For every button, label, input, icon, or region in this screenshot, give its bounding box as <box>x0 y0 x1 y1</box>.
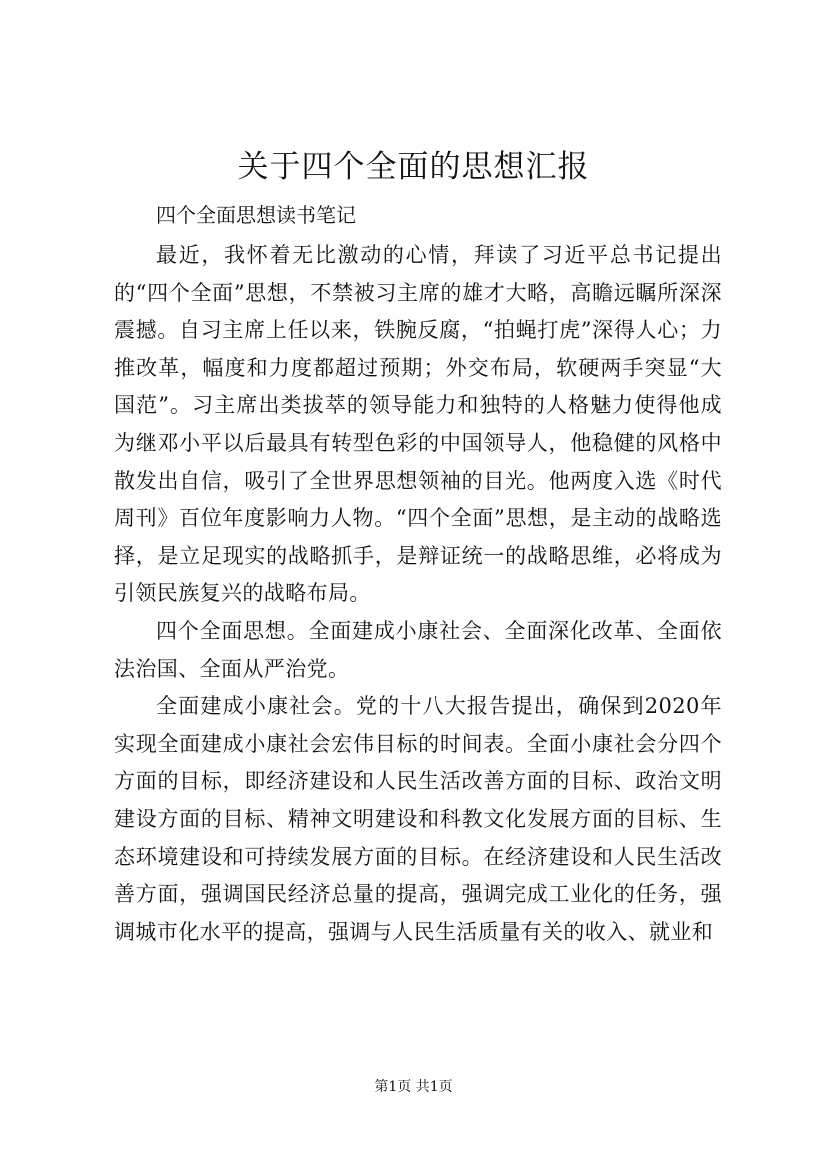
page-footer: 第1页 共1页 <box>374 1079 453 1095</box>
body-paragraph: 全面建成小康社会。党的十八大报告提出，确保到2020年实现全面建成小康社会宏伟目标的时间表。全面小康社会分四个方面的目标，即经济建设和人民生活改善方面的目标、政治文明建设方面的目标、精神文明建设和科教文化发展方面的目标、生态环境建设和可持续发展方面的目标。在经济建设和人民生活改善方面，强调国民经济总量的提高，强调完成工业化的任务，强调城市化水平的提高，强调与人民生活质量有关的收入、就业和 <box>114 694 722 944</box>
body-paragraph: 四个全面思想。全面建成小康社会、全面深化改革、全面依法治国、全面从严治党。 <box>114 618 722 681</box>
document-title: 关于四个全面的思想汇报 <box>237 149 590 185</box>
body-paragraph: 最近，我怀着无比激动的心情，拜读了习近平总书记提出的“四个全面”思想，不禁被习主席的雄才大略，高瞻远瞩所深深震撼。自习主席上任以来，铁腕反腐，“拍蝇打虎”深得人心；力推改革，幅度和力度都超过预期；外交布局，软硬两手突显“大国范”。习主席出类拔萃的领导能力和独特的人格魅力使得他成为继邓小平以后最具有转型色彩的中国领导人，他稳健的风格中散发出自信，吸引了全世界思想领袖的目光。他两度入选《时代周刊》百位年度影响力人物。“四个全面”思想，是主动的战略选择，是立足现实的战略抓手，是辩证统一的战略思维，必将成为引领民族复兴的战略布局。 <box>114 243 722 606</box>
document-body <box>114 237 722 951</box>
document-subtitle: 四个全面思想读书笔记 <box>156 203 356 227</box>
